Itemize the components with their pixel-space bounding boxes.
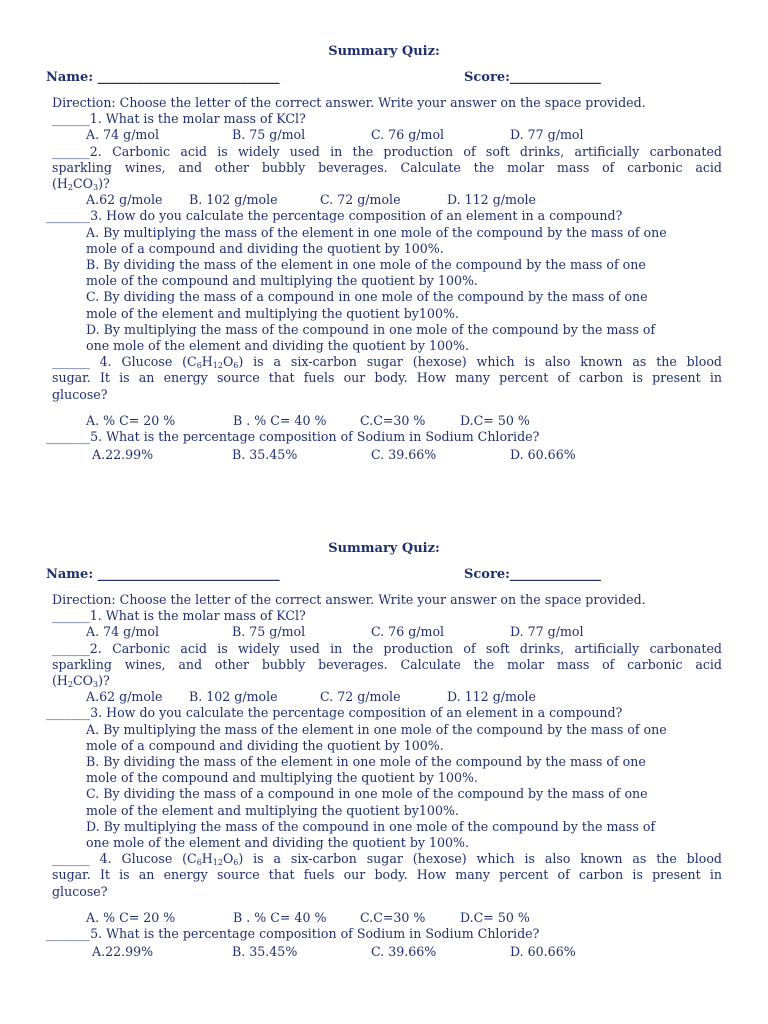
question-5-stem: _______5. What is the percentage composition of Sodium in Sodium Chloride?	[46, 429, 540, 445]
question-4-options	[52, 413, 722, 429]
question-2-line-1: ______2. Carbonic acid is widely used in the production of soft drinks, artificially carbonated	[52, 640, 722, 656]
question-3-option-c-cont: mole of the element and multiplying the quotient by100%.	[86, 802, 459, 818]
question-2-options	[52, 689, 722, 705]
question-1-stem: ______1. What is the molar mass of KCl?	[52, 111, 306, 127]
option-b: B. 35.45%	[232, 944, 298, 960]
question-1-options	[52, 127, 722, 143]
question-3-option-a: A. By multiplying the mass of the element in one mole of the compound by the mass of one	[86, 721, 667, 737]
question-3-option-a: A. By multiplying the mass of the element in one mole of the compound by the mass of one	[86, 224, 667, 240]
option-d: D.C= 50 %	[460, 412, 530, 428]
directions: Direction: Choose the letter of the correct answer. Write your answer on the space provided.	[52, 95, 646, 110]
option-b: B . % C= 40 %	[233, 909, 327, 925]
quiz-title: Summary Quiz:	[328, 541, 440, 556]
option-d: D. 112 g/mole	[447, 689, 537, 705]
question-2-line-2: sparkling wines, and other bubbly beverages. Calculate the molar mass of carbonic acid	[52, 159, 722, 175]
option-d: D. 77 g/mol	[510, 624, 584, 640]
question-3-option-b: B. By dividing the mass of the element in one mole of the compound by the mass of one	[86, 754, 646, 769]
option-b: B. 75 g/mol	[232, 624, 306, 640]
question-4-line-1: ______ 4. Glucose $(C_6H_{12}O_6)$ is a six-carbon sugar (hexose) which is also known as the blood	[52, 851, 722, 868]
question-2-formula: $(H_2CO_3)$?	[52, 673, 110, 689]
question-4-line-2: sugar. It is an energy source that fuels our body. How many percent of carbon is present in	[52, 370, 722, 386]
directions: Direction: Choose the letter of the correct answer. Write your answer on the space provided.	[52, 592, 646, 607]
score-field-label[interactable]: Score:______________	[464, 567, 601, 582]
quiz-copy-2	[0, 497, 768, 994]
question-3-option-a-cont: mole of a compound and dividing the quotient by 100%.	[86, 737, 444, 753]
option-c: C.C=30 %	[360, 909, 426, 925]
option-b: B. 102 g/mole	[189, 689, 278, 705]
question-4-line-3: glucose?	[52, 883, 108, 899]
question-3-option-d-cont: one mole of the element and dividing the quotient by 100%.	[86, 835, 470, 851]
question-4-line-2: sugar. It is an energy source that fuels our body. How many percent of carbon is present in	[52, 867, 722, 883]
question-3-option-b-cont: mole of the compound and multiplying the quotient by 100%.	[86, 770, 478, 786]
option-c: C. 72 g/mole	[320, 689, 401, 705]
question-1-options	[52, 624, 722, 640]
question-3-stem: _______3. How do you calculate the percentage composition of an element in a compound?	[46, 208, 623, 224]
question-2-formula: $(H_2CO_3)$?	[52, 176, 110, 192]
option-a: A. % C= 20 %	[86, 412, 176, 428]
score-field-label[interactable]: Score:______________	[464, 70, 601, 85]
name-field-label[interactable]: Name: ____________________________	[46, 70, 280, 85]
question-4-line-3: glucose?	[52, 386, 108, 402]
option-b: B . % C= 40 %	[233, 412, 327, 428]
option-b: B. 102 g/mole	[189, 192, 278, 208]
option-c: C.C=30 %	[360, 412, 426, 428]
question-2-options	[52, 192, 722, 208]
option-d: D. 77 g/mol	[510, 127, 584, 143]
quiz-copy-1	[0, 0, 768, 497]
option-a: A. 74 g/mol	[86, 127, 159, 143]
option-a: A.22.99%	[92, 944, 154, 960]
question-5-options	[52, 944, 722, 960]
question-3-option-c: C. By dividing the mass of a compound in one mole of the compound by the mass of one	[86, 786, 648, 802]
option-c: C. 39.66%	[371, 944, 437, 960]
option-b: B. 75 g/mol	[232, 127, 306, 143]
question-4-options	[52, 910, 722, 926]
quiz-title: Summary Quiz:	[328, 44, 440, 59]
question-3-option-d: D. By multiplying the mass of the compound in one mole of the compound by the mass of	[86, 818, 656, 834]
option-d: D. 60.66%	[510, 944, 576, 960]
question-3-option-c-cont: mole of the element and multiplying the quotient by100%.	[86, 305, 459, 321]
question-3-option-b: B. By dividing the mass of the element in one mole of the compound by the mass of one	[86, 257, 646, 272]
option-c: C. 76 g/mol	[371, 127, 445, 143]
question-3-stem: _______3. How do you calculate the percentage composition of an element in a compound?	[46, 705, 623, 721]
option-c: C. 39.66%	[371, 447, 437, 463]
question-3-option-b-cont: mole of the compound and multiplying the quotient by 100%.	[86, 273, 478, 289]
question-2-line-1: ______2. Carbonic acid is widely used in the production of soft drinks, artificially carbonated	[52, 143, 722, 159]
option-a: A. 74 g/mol	[86, 624, 159, 640]
quiz-content	[46, 95, 722, 463]
option-c: C. 76 g/mol	[371, 624, 445, 640]
option-b: B. 35.45%	[232, 447, 298, 463]
option-a: A.22.99%	[92, 447, 154, 463]
question-5-stem: _______5. What is the percentage composition of Sodium in Sodium Chloride?	[46, 926, 540, 942]
question-3-option-c: C. By dividing the mass of a compound in one mole of the compound by the mass of one	[86, 289, 648, 305]
question-3-option-d-cont: one mole of the element and dividing the quotient by 100%.	[86, 338, 470, 354]
option-a: A. % C= 20 %	[86, 909, 176, 925]
option-a: A.62 g/mole	[86, 689, 163, 705]
question-5-options	[52, 447, 722, 463]
option-d: D. 60.66%	[510, 447, 576, 463]
question-4-line-1: ______ 4. Glucose $(C_6H_{12}O_6)$ is a six-carbon sugar (hexose) which is also known as the blood	[52, 354, 722, 371]
question-1-stem: ______1. What is the molar mass of KCl?	[52, 608, 306, 624]
quiz-content	[46, 592, 722, 960]
option-d: D.C= 50 %	[460, 909, 530, 925]
option-c: C. 72 g/mole	[320, 192, 401, 208]
question-2-line-2: sparkling wines, and other bubbly beverages. Calculate the molar mass of carbonic acid	[52, 656, 722, 672]
option-d: D. 112 g/mole	[447, 192, 537, 208]
option-a: A.62 g/mole	[86, 192, 163, 208]
question-3-option-a-cont: mole of a compound and dividing the quotient by 100%.	[86, 240, 444, 256]
question-3-option-d: D. By multiplying the mass of the compound in one mole of the compound by the mass of	[86, 321, 656, 337]
name-field-label[interactable]: Name: ____________________________	[46, 567, 280, 582]
